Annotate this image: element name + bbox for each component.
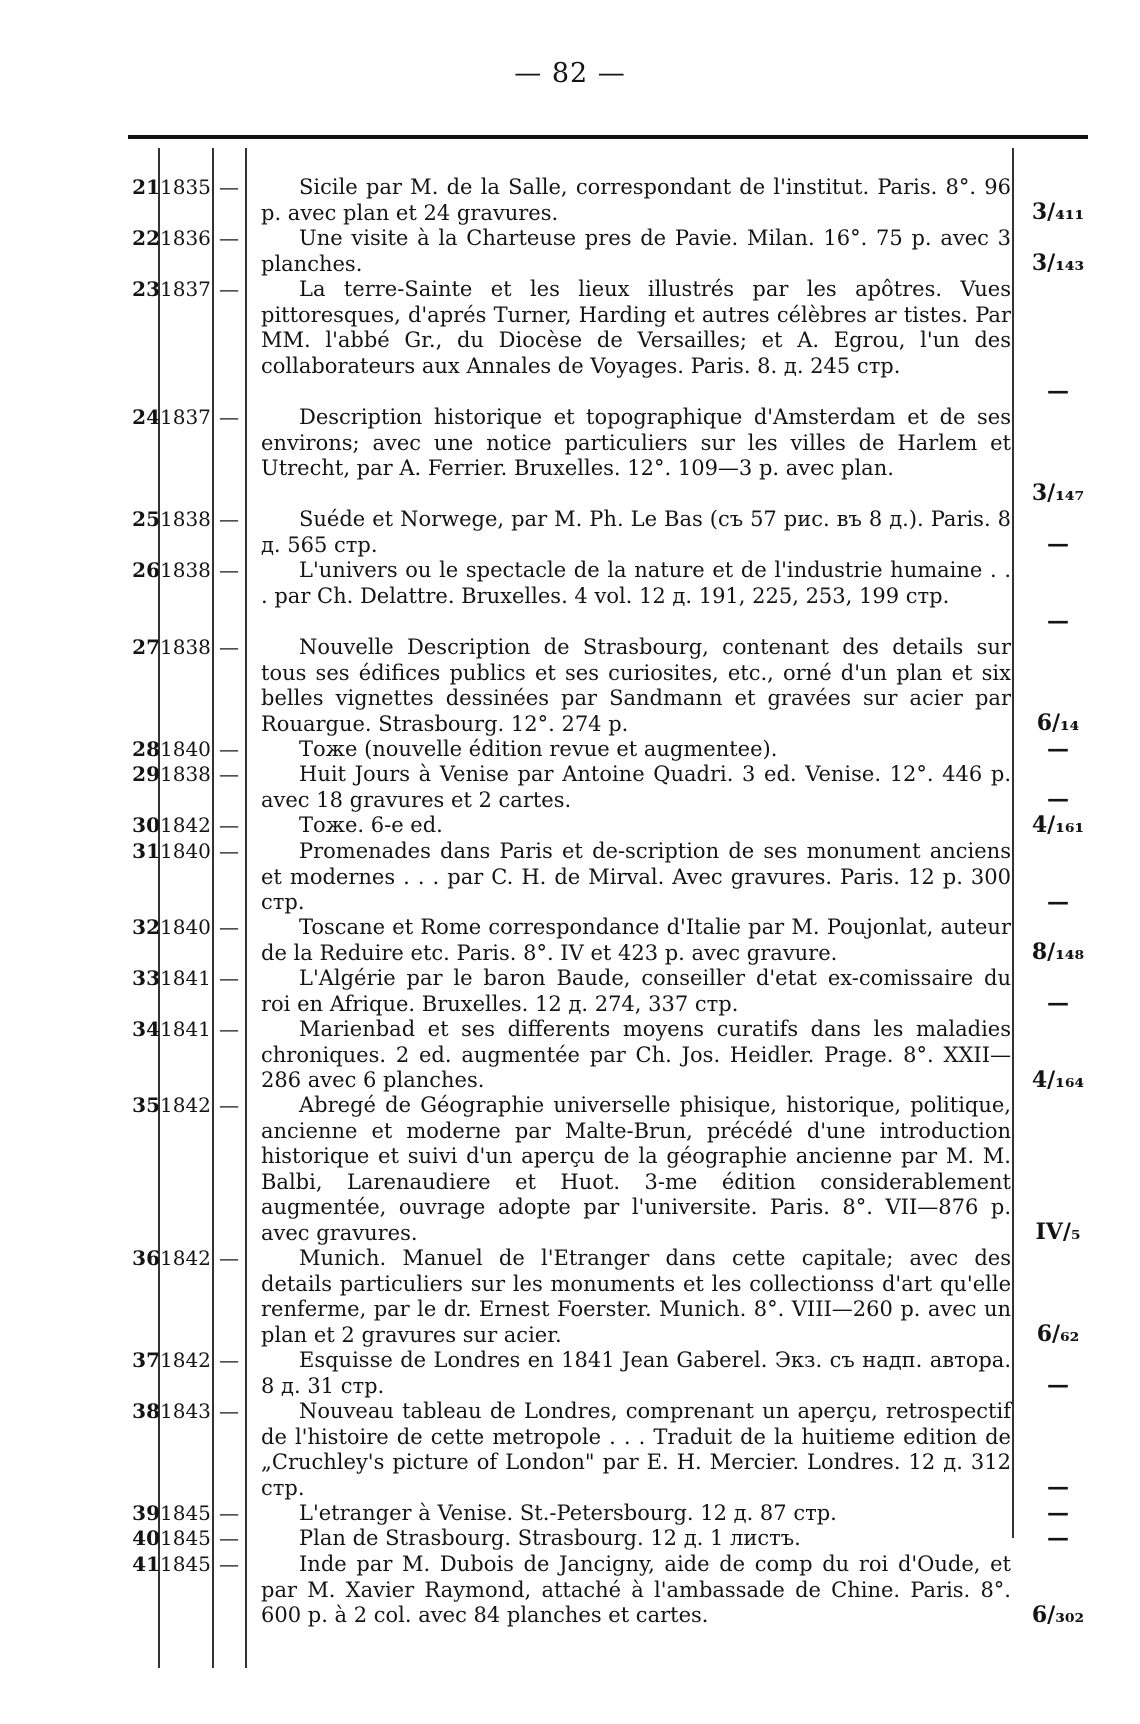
entry-description (261, 277, 1011, 379)
column-rule (1012, 148, 1014, 1538)
entry-dash: — (219, 175, 239, 199)
entry-year: 1841 (160, 966, 211, 990)
entry-dash: — (219, 1399, 239, 1423)
entry-description (261, 813, 1011, 839)
entry-description (261, 1093, 1011, 1246)
entry-dash: — (219, 1501, 239, 1525)
entry-dash: — (219, 1348, 239, 1372)
entry-text: Suéde et Norwege, par M. Ph. Le Bas (съ 57 рис. въ 8 д.). Paris. 8 д. 565 стр. (261, 507, 1011, 557)
entry-number: 26 (132, 558, 160, 582)
entry-year: 1842 (160, 1093, 211, 1117)
entry-price: — (1047, 608, 1069, 634)
entry-number: 33 (132, 966, 160, 990)
entry-price: — (1047, 736, 1069, 762)
entry-number: 40 (132, 1526, 160, 1550)
entry-description (261, 558, 1011, 609)
entry-year: 1843 (160, 1399, 211, 1423)
entry-year: 1845 (160, 1552, 211, 1576)
entry-dash: — (219, 966, 239, 990)
entry-description (261, 737, 1011, 763)
entry-number: 35 (132, 1093, 160, 1117)
entry-number: 39 (132, 1501, 160, 1525)
entry-year: 1836 (160, 226, 211, 250)
entry-number: 41 (132, 1552, 160, 1576)
entry-text: Munich. Manuel de l'Etranger dans cette capitale; avec des details particuliers sur les monuments et les collectionss d'art qu'elle renferme, par le dr. Ernest Foerster. Munich. 8°. VIII—260 p. avec un plan et 2 gravures sur acier. (261, 1246, 1011, 1347)
entry-price: 3/₄₁₁ (1031, 199, 1085, 225)
entry-dash: — (219, 762, 239, 786)
entry-year: 1845 (160, 1501, 211, 1525)
entry-price: 6/₃₀₂ (1031, 1602, 1085, 1628)
entry-description (261, 1526, 1011, 1552)
entry-year: 1841 (160, 1017, 211, 1041)
entry-price: — (1047, 531, 1069, 557)
top-rule (128, 135, 1088, 139)
entry-text: Nouveau tableau de Londres, comprenant un aperçu, retrospectif de l'histoire de cette metropole . . . Traduit de la huitieme edition de „Cruchley's picture of London" par E. H. Mercier. Londres. 12 д. 312 стр. (261, 1399, 1011, 1500)
entry-year: 1845 (160, 1526, 211, 1550)
entry-number: 37 (132, 1348, 160, 1372)
entry-price: — (1047, 1500, 1069, 1526)
entry-description (261, 915, 1011, 966)
entry-text: Promenades dans Paris et de-scription de ses monument anciens et modernes . . . par C. H. de Mirval. Avec gravures. Paris. 12 p. 300 стр. (261, 839, 1011, 914)
entry-price: 6/₁₄ (1036, 710, 1080, 736)
entry-price: 4/₁₆₄ (1031, 1067, 1085, 1093)
entry-number: 23 (132, 277, 160, 301)
entry-price: 4/₁₆₁ (1031, 812, 1085, 838)
entry-price: 8/₁₄₈ (1031, 939, 1085, 965)
entry-text: Тоже. 6-е ed. (299, 813, 443, 837)
entry-year: 1842 (160, 1246, 211, 1270)
entry-price: IV/₅ (1035, 1219, 1081, 1245)
entry-number: 31 (132, 839, 160, 863)
entry-price: 6/₆₂ (1036, 1321, 1080, 1347)
entry-description (261, 762, 1011, 813)
entry-description (261, 226, 1011, 277)
entry-price: — (1047, 378, 1069, 404)
entry-number: 27 (132, 635, 160, 659)
entry-text: Toscane et Rome correspondance d'Italie par M. Poujonlat, auteur de la Reduire etc. Paris. 8°. IV et 423 p. avec gravure. (261, 915, 1011, 965)
entry-year: 1838 (160, 635, 211, 659)
entry-number: 24 (132, 405, 160, 429)
entry-number: 25 (132, 507, 160, 531)
entry-dash: — (219, 1246, 239, 1270)
entry-dash: — (219, 1526, 239, 1550)
entry-dash: — (219, 737, 239, 761)
entry-dash: — (219, 1017, 239, 1041)
entry-year: 1837 (160, 405, 211, 429)
entry-description (261, 839, 1011, 916)
entry-text: Huit Jours à Venise par Antoine Quadri. 3 ed. Venise. 12°. 446 p. avec 18 gravures et 2 cartes. (261, 762, 1011, 812)
entry-dash: — (219, 915, 239, 939)
entry-text: Marienbad et ses differents moyens curatifs dans les maladies chroniques. 2 ed. augmentée par Ch. Jos. Heidler. Prage. 8°. XXII—286 avec 6 planches. (261, 1017, 1011, 1092)
entry-price: 3/₁₄₃ (1031, 250, 1085, 276)
entry-number: 28 (132, 737, 160, 761)
entry-year: 1840 (160, 737, 211, 761)
entry-text: L'Algérie par le baron Baude, conseiller d'etat ex-comissaire du roi en Afrique. Bruxelles. 12 д. 274, 337 стр. (261, 966, 1011, 1016)
entry-price: — (1047, 1474, 1069, 1500)
entry-text: Une visite à la Charteuse pres de Pavie. Milan. 16°. 75 p. avec 3 planches. (261, 226, 1011, 276)
entry-year: 1838 (160, 762, 211, 786)
entry-year: 1840 (160, 839, 211, 863)
entry-year: 1837 (160, 277, 211, 301)
entry-number: 32 (132, 915, 160, 939)
entry-number: 30 (132, 813, 160, 837)
entry-dash: — (219, 405, 239, 429)
entry-number: 21 (132, 175, 160, 199)
entry-price: 3/₁₄₇ (1031, 480, 1085, 506)
entry-year: 1838 (160, 507, 211, 531)
entry-text: L'etranger à Venise. St.-Petersbourg. 12 д. 87 стр. (299, 1501, 837, 1525)
entry-description (261, 1501, 1011, 1527)
entry-description (261, 1017, 1011, 1094)
entry-number: 34 (132, 1017, 160, 1041)
entry-description (261, 507, 1011, 558)
entry-description (261, 1399, 1011, 1501)
entry-description (261, 1348, 1011, 1399)
entry-dash: — (219, 813, 239, 837)
entry-dash: — (219, 226, 239, 250)
entry-description (261, 966, 1011, 1017)
entry-text: Abregé de Géographie universelle phisique, historique, politique, ancienne et moderne par Malte-Brun, précédé d'une introduction historique et suivi d'un aperçu de la géographie ancienne par M. M. Balbi, Larenaudiere et Huot. 3-me édition considerablement augmentée, ouvrage adopte par l'universite. Paris. 8°. VII—876 p. avec gravures. (261, 1093, 1011, 1245)
column-rule (158, 148, 160, 1668)
column-rule (245, 148, 247, 1668)
entry-price: — (1047, 990, 1069, 1016)
entry-number: 22 (132, 226, 160, 250)
entry-year: 1842 (160, 1348, 211, 1372)
entry-description (261, 175, 1011, 226)
entry-text: L'univers ou le spectacle de la nature et de l'industrie humaine . . . par Ch. Delattre. Bruxelles. 4 vol. 12 д. 191, 225, 253, 199 стр. (261, 558, 1011, 608)
entry-number: 36 (132, 1246, 160, 1270)
entry-text: Тоже (nouvelle édition revue et augmentee). (299, 737, 778, 761)
entry-dash: — (219, 839, 239, 863)
entry-dash: — (219, 507, 239, 531)
entry-dash: — (219, 1093, 239, 1117)
entry-dash: — (219, 1552, 239, 1576)
entry-price: — (1047, 1372, 1069, 1398)
entry-price: — (1047, 1525, 1069, 1551)
entry-year: 1838 (160, 558, 211, 582)
entry-dash: — (219, 635, 239, 659)
entry-year: 1842 (160, 813, 211, 837)
entry-price: — (1047, 786, 1069, 812)
entry-text: La terre-Sainte et les lieux illustrés par les apôtres. Vues pittoresques, d'aprés Turner, Harding et autres célèbres ar tistes. Par MM. l'abbé Gr., du Diocèse de Versailles; et A. Egrou, l'un des collaborateurs aux Annales de Voyages. Paris. 8. д. 245 стр. (261, 277, 1011, 378)
entry-description (261, 1246, 1011, 1348)
entry-description (261, 405, 1011, 482)
entry-text: Inde par M. Dubois de Jancigny, aide de comp du roi d'Oude, et par M. Xavier Raymond, attaché à l'ambassade de Chine. Paris. 8°. 600 p. à 2 col. avec 84 planches et cartes. (261, 1552, 1011, 1627)
entry-text: Nouvelle Description de Strasbourg, contenant des details sur tous ses édifices publics et ses curiosites, etc., orné d'un plan et six belles vignettes dessinées par Sandmann et gravées sur acier par Rouargue. Strasbourg. 12°. 274 p. (261, 635, 1011, 736)
entry-number: 29 (132, 762, 160, 786)
entry-description (261, 635, 1011, 737)
entry-dash: — (219, 558, 239, 582)
entry-text: Sicile par M. de la Salle, correspondant de l'institut. Paris. 8°. 96 p. avec plan et 24 gravures. (261, 175, 1011, 225)
entry-year: 1840 (160, 915, 211, 939)
entry-year: 1835 (160, 175, 211, 199)
entry-text: Description historique et topographique d'Amsterdam et de ses environs; avec une notice particuliers sur les villes de Harlem et Utrecht, par A. Ferrier. Bruxelles. 12°. 109—3 p. avec plan. (261, 405, 1011, 480)
entry-text: Plan de Strasbourg. Strasbourg. 12 д. 1 листъ. (299, 1526, 801, 1550)
entry-number: 38 (132, 1399, 160, 1423)
page-number: — 82 — (514, 58, 626, 89)
entry-price: — (1047, 889, 1069, 915)
entry-text: Esquisse de Londres en 1841 Jean Gaberel. Экз. съ надп. автора. 8 д. 31 стр. (261, 1348, 1011, 1398)
entry-dash: — (219, 277, 239, 301)
column-rule (212, 148, 214, 1668)
entry-description (261, 1552, 1011, 1629)
